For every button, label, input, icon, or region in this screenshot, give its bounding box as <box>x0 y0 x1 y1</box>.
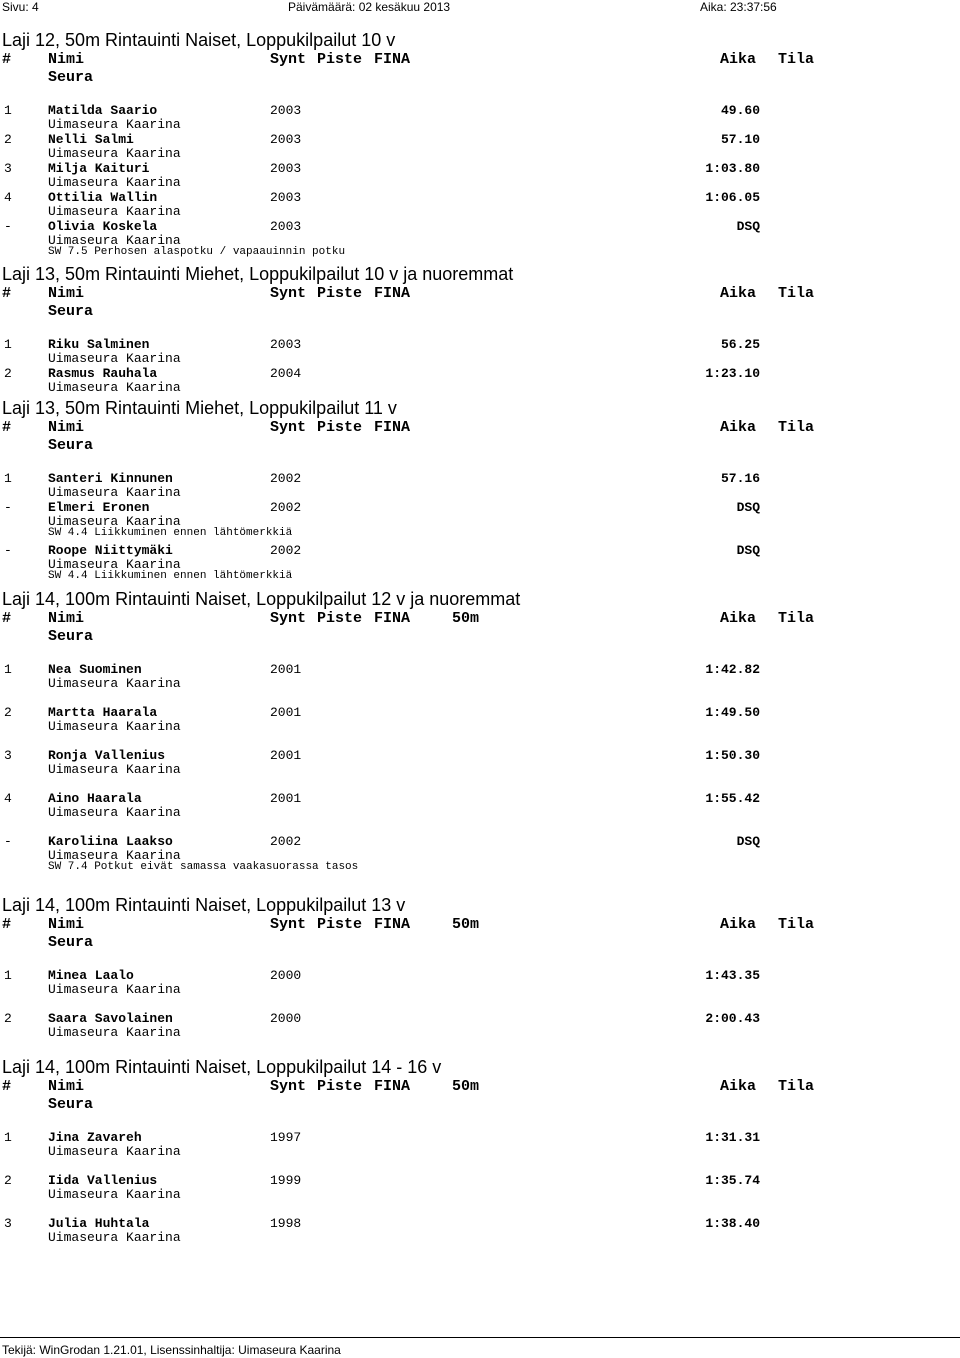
swimmer-name: Martta Haarala <box>48 705 158 720</box>
result-time: 56.25 <box>720 337 760 352</box>
swimmer-name: Roope Niittymäki <box>48 543 173 558</box>
disqualification-note: SW 7.5 Perhosen alaspotku / vapaauinnin potku <box>48 246 346 258</box>
result-time: 1:43.35 <box>705 968 760 983</box>
club-name: Uimaseura Kaarina <box>48 1187 181 1202</box>
swimmer-name: Olivia Koskela <box>48 219 158 234</box>
col-header-seura: Seura <box>48 303 94 320</box>
col-header-tila: Tila <box>778 610 815 627</box>
birth-year: 2002 <box>270 543 302 558</box>
birth-year: 2001 <box>270 662 302 677</box>
birth-year: 2000 <box>270 968 302 983</box>
club-name: Uimaseura Kaarina <box>48 117 181 132</box>
club-name: Uimaseura Kaarina <box>48 1230 181 1245</box>
result-time: 57.16 <box>720 471 760 486</box>
col-header-name: Nimi <box>48 916 85 933</box>
birth-year: 1999 <box>270 1173 302 1188</box>
col-header-num: # <box>2 51 12 68</box>
col-header-split: 50m <box>452 610 480 627</box>
col-header-synt: Synt <box>270 285 307 302</box>
club-name: Uimaseura Kaarina <box>48 719 181 734</box>
result-time: DSQ <box>736 543 760 558</box>
col-header-aika: Aika <box>720 419 757 436</box>
result-place: 2 <box>4 366 12 381</box>
swimmer-name: Elmeri Eronen <box>48 500 150 515</box>
result-place: 1 <box>4 103 12 118</box>
swimmer-name: Karoliina Laakso <box>48 834 173 849</box>
col-header-aika: Aika <box>720 916 757 933</box>
birth-year: 1997 <box>270 1130 302 1145</box>
birth-year: 2001 <box>270 748 302 763</box>
col-header-seura: Seura <box>48 437 94 454</box>
birth-year: 2001 <box>270 791 302 806</box>
swimmer-name: Matilda Saario <box>48 103 158 118</box>
col-header-synt: Synt <box>270 916 307 933</box>
swimmer-name: Aino Haarala <box>48 791 142 806</box>
col-header-seura: Seura <box>48 69 94 86</box>
col-header-piste: Piste <box>317 610 363 627</box>
result-place: 1 <box>4 1130 12 1145</box>
col-header-piste: Piste <box>317 51 363 68</box>
club-name: Uimaseura Kaarina <box>48 485 181 500</box>
col-header-piste: Piste <box>317 1078 363 1095</box>
swimmer-name: Ottilia Wallin <box>48 190 158 205</box>
club-name: Uimaseura Kaarina <box>48 762 181 777</box>
swimmer-name: Iida Vallenius <box>48 1173 158 1188</box>
disqualification-note: SW 7.4 Potkut eivät samassa vaakasuorassa tasos <box>48 861 359 873</box>
col-header-aika: Aika <box>720 610 757 627</box>
birth-year: 2003 <box>270 103 302 118</box>
col-header-synt: Synt <box>270 419 307 436</box>
club-name: Uimaseura Kaarina <box>48 514 181 529</box>
result-place: 3 <box>4 161 12 176</box>
col-header-fina: FINA <box>374 610 411 627</box>
col-header-name: Nimi <box>48 610 85 627</box>
result-time: 1:50.30 <box>705 748 760 763</box>
swimmer-name: Milja Kaituri <box>48 161 150 176</box>
result-place: 2 <box>4 132 12 147</box>
result-place: - <box>4 219 12 234</box>
page-number: Sivu: 4 <box>2 0 39 14</box>
col-header-num: # <box>2 1078 12 1095</box>
event-title: Laji 12, 50m Rintauinti Naiset, Loppukilpailut 10 v <box>2 30 396 50</box>
result-place: 3 <box>4 1216 12 1231</box>
disqualification-note: SW 4.4 Liikkuminen ennen lähtömerkkiä <box>48 527 293 539</box>
swimmer-name: Nelli Salmi <box>48 132 134 147</box>
result-place: 1 <box>4 471 12 486</box>
col-header-tila: Tila <box>778 51 815 68</box>
club-name: Uimaseura Kaarina <box>48 175 181 190</box>
col-header-tila: Tila <box>778 1078 815 1095</box>
swimmer-name: Saara Savolainen <box>48 1011 173 1026</box>
birth-year: 2002 <box>270 500 302 515</box>
birth-year: 2003 <box>270 132 302 147</box>
club-name: Uimaseura Kaarina <box>48 805 181 820</box>
col-header-num: # <box>2 610 12 627</box>
col-header-tila: Tila <box>778 285 815 302</box>
club-name: Uimaseura Kaarina <box>48 380 181 395</box>
result-time: 1:03.80 <box>705 161 760 176</box>
col-header-seura: Seura <box>48 628 94 645</box>
col-header-seura: Seura <box>48 934 94 951</box>
col-header-name: Nimi <box>48 419 85 436</box>
result-time: DSQ <box>736 500 760 515</box>
footer-divider <box>0 1337 960 1338</box>
footer-text: Tekijä: WinGrodan 1.21.01, Lisenssinhaltija: Uimaseura Kaarina <box>2 1343 341 1357</box>
birth-year: 2002 <box>270 834 302 849</box>
result-time: 2:00.43 <box>705 1011 760 1026</box>
col-header-name: Nimi <box>48 1078 85 1095</box>
club-name: Uimaseura Kaarina <box>48 204 181 219</box>
birth-year: 2001 <box>270 705 302 720</box>
club-name: Uimaseura Kaarina <box>48 146 181 161</box>
event-title: Laji 14, 100m Rintauinti Naiset, Loppukilpailut 12 v ja nuoremmat <box>2 589 521 609</box>
result-time: 1:55.42 <box>705 791 760 806</box>
result-time: DSQ <box>736 834 760 849</box>
club-name: Uimaseura Kaarina <box>48 1025 181 1040</box>
col-header-piste: Piste <box>317 285 363 302</box>
swimmer-name: Ronja Vallenius <box>48 748 166 763</box>
col-header-tila: Tila <box>778 419 815 436</box>
club-name: Uimaseura Kaarina <box>48 982 181 997</box>
birth-year: 2004 <box>270 366 302 381</box>
result-place: 1 <box>4 968 12 983</box>
col-header-num: # <box>2 916 12 933</box>
result-time: 1:49.50 <box>705 705 760 720</box>
result-place: 2 <box>4 705 12 720</box>
col-header-seura: Seura <box>48 1096 94 1113</box>
col-header-name: Nimi <box>48 285 85 302</box>
col-header-num: # <box>2 285 12 302</box>
col-header-aika: Aika <box>720 51 757 68</box>
col-header-piste: Piste <box>317 419 363 436</box>
report-date: Päivämäärä: 02 kesäkuu 2013 <box>288 0 451 14</box>
birth-year: 2002 <box>270 471 302 486</box>
swimmer-name: Nea Suominen <box>48 662 142 677</box>
result-time: 1:31.31 <box>705 1130 760 1145</box>
col-header-piste: Piste <box>317 916 363 933</box>
result-time: 1:23.10 <box>705 366 760 381</box>
col-header-tila: Tila <box>778 916 815 933</box>
result-place: 1 <box>4 662 12 677</box>
result-time: 1:38.40 <box>705 1216 760 1231</box>
club-name: Uimaseura Kaarina <box>48 557 181 572</box>
result-place: - <box>4 834 12 849</box>
col-header-split: 50m <box>452 916 480 933</box>
col-header-aika: Aika <box>720 1078 757 1095</box>
club-name: Uimaseura Kaarina <box>48 676 181 691</box>
result-time: DSQ <box>736 219 760 234</box>
result-time: 1:42.82 <box>705 662 760 677</box>
swimmer-name: Santeri Kinnunen <box>48 471 173 486</box>
result-place: - <box>4 500 12 515</box>
result-place: 2 <box>4 1173 12 1188</box>
result-time: 57.10 <box>720 132 760 147</box>
col-header-synt: Synt <box>270 51 307 68</box>
col-header-fina: FINA <box>374 1078 411 1095</box>
club-name: Uimaseura Kaarina <box>48 1144 181 1159</box>
club-name: Uimaseura Kaarina <box>48 351 181 366</box>
col-header-aika: Aika <box>720 285 757 302</box>
result-place: 1 <box>4 337 12 352</box>
birth-year: 2003 <box>270 219 302 234</box>
event-title: Laji 14, 100m Rintauinti Naiset, Loppukilpailut 14 - 16 v <box>2 1057 442 1077</box>
event-title: Laji 14, 100m Rintauinti Naiset, Loppukilpailut 13 v <box>2 895 406 915</box>
col-header-fina: FINA <box>374 419 411 436</box>
report-time: Aika: 23:37:56 <box>700 0 777 14</box>
result-place: - <box>4 543 12 558</box>
result-place: 4 <box>4 791 12 806</box>
event-title: Laji 13, 50m Rintauinti Miehet, Loppukilpailut 10 v ja nuoremmat <box>2 264 514 284</box>
col-header-num: # <box>2 419 12 436</box>
birth-year: 2003 <box>270 190 302 205</box>
result-place: 2 <box>4 1011 12 1026</box>
birth-year: 2000 <box>270 1011 302 1026</box>
swimmer-name: Riku Salminen <box>48 337 150 352</box>
result-time: 1:06.05 <box>705 190 760 205</box>
club-name: Uimaseura Kaarina <box>48 233 181 248</box>
birth-year: 1998 <box>270 1216 302 1231</box>
disqualification-note: SW 4.4 Liikkuminen ennen lähtömerkkiä <box>48 570 293 582</box>
result-place: 3 <box>4 748 12 763</box>
col-header-fina: FINA <box>374 51 411 68</box>
birth-year: 2003 <box>270 161 302 176</box>
swimmer-name: Julia Huhtala <box>48 1216 150 1231</box>
result-time: 49.60 <box>720 103 760 118</box>
col-header-fina: FINA <box>374 285 411 302</box>
club-name: Uimaseura Kaarina <box>48 848 181 863</box>
result-time: 1:35.74 <box>705 1173 760 1188</box>
col-header-split: 50m <box>452 1078 480 1095</box>
result-place: 4 <box>4 190 12 205</box>
event-title: Laji 13, 50m Rintauinti Miehet, Loppukilpailut 11 v <box>2 398 397 418</box>
col-header-fina: FINA <box>374 916 411 933</box>
swimmer-name: Jina Zavareh <box>48 1130 142 1145</box>
col-header-synt: Synt <box>270 1078 307 1095</box>
col-header-synt: Synt <box>270 610 307 627</box>
birth-year: 2003 <box>270 337 302 352</box>
col-header-name: Nimi <box>48 51 85 68</box>
swimmer-name: Minea Laalo <box>48 968 134 983</box>
swimmer-name: Rasmus Rauhala <box>48 366 158 381</box>
